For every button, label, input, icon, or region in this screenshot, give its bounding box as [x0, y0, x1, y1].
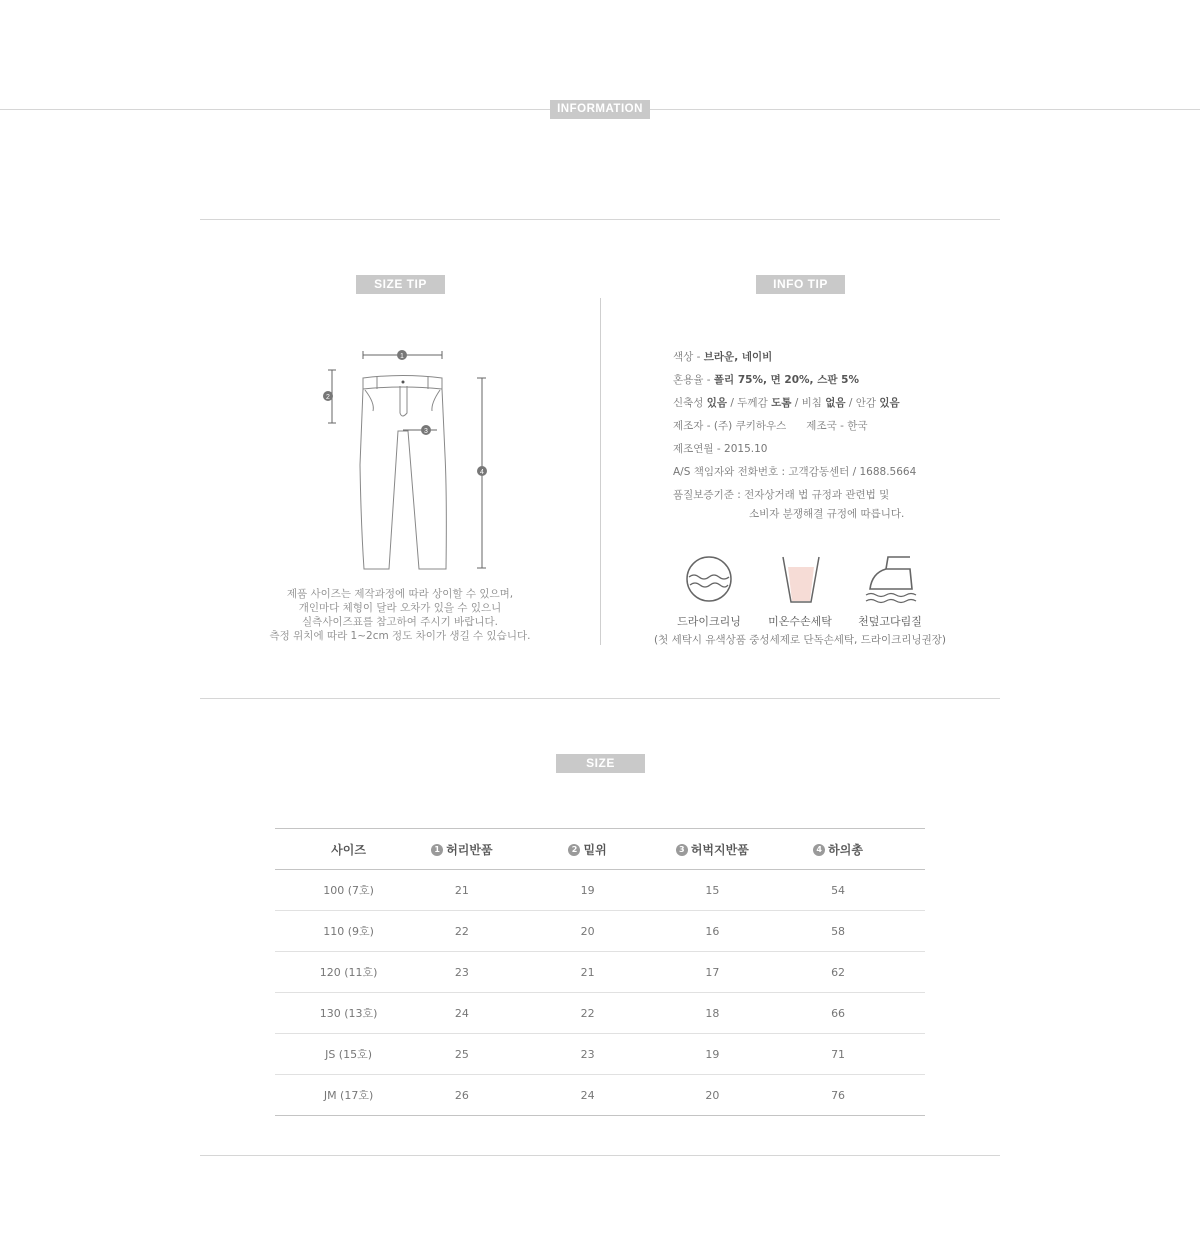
size-tip-tag: SIZE TIP — [356, 275, 445, 294]
info-date: 제조연월 - 2015.10 — [673, 443, 768, 455]
size-note-line: 제품 사이즈는 제작과정에 따라 상이할 수 있으며, — [286, 588, 514, 600]
table-row — [275, 911, 925, 952]
cell-waist: 26 — [422, 1075, 502, 1116]
cell-waist: 24 — [422, 993, 502, 1034]
care-label: 미온수손세탁 — [768, 615, 832, 628]
cell-length: 54 — [751, 870, 925, 911]
size-table-header — [275, 829, 925, 870]
info-color: 색상 - 브라운, 네이비 — [673, 351, 773, 363]
cell-waist: 22 — [422, 911, 502, 952]
cell-rise: 22 — [502, 993, 674, 1034]
cell-waist: 21 — [422, 870, 502, 911]
marker-3-badge: 3 — [676, 844, 688, 856]
cell-length: 76 — [751, 1075, 925, 1116]
cell-size: 110 (9호) — [275, 911, 422, 952]
cell-length: 58 — [751, 911, 925, 952]
marker-1-badge: 1 — [431, 844, 443, 856]
cell-size: JS (15호) — [275, 1034, 422, 1075]
cell-length: 66 — [751, 993, 925, 1034]
cell-waist: 25 — [422, 1034, 502, 1075]
cell-length: 71 — [751, 1034, 925, 1075]
header-size: 사이즈 — [275, 829, 422, 870]
size-note-line: 실측사이즈표를 참고하여 주시기 바랍니다. — [302, 616, 498, 628]
size-notes — [230, 587, 570, 643]
section-divider-1 — [200, 219, 1000, 220]
dry-clean-icon — [684, 555, 734, 605]
care-hand-wash — [755, 555, 845, 629]
care-label: 드라이크리닝 — [677, 615, 741, 628]
cell-thigh: 17 — [674, 952, 752, 993]
size-table — [275, 828, 925, 1116]
cell-rise: 21 — [502, 952, 674, 993]
section-divider-2 — [200, 698, 1000, 699]
info-tip-tag: INFO TIP — [756, 275, 845, 294]
table-row — [275, 870, 925, 911]
info-maker: 제조자 - (주) 쿠키하우스 제조국 - 한국 — [673, 420, 868, 432]
header-rise: 2 밑위 — [502, 829, 674, 870]
cell-thigh: 19 — [674, 1034, 752, 1075]
size-note-line: 측정 위치에 따라 1~2cm 정도 차이가 생길 수 있습니다. — [269, 630, 531, 642]
cell-thigh: 15 — [674, 870, 752, 911]
cell-length: 62 — [751, 952, 925, 993]
header-length: 4 하의총 — [751, 829, 925, 870]
size-note-line: 개인마다 체형이 달라 오차가 있을 수 있으니 — [298, 602, 502, 614]
hand-wash-icon — [775, 555, 825, 605]
pants-diagram — [315, 345, 495, 575]
iron-icon — [862, 555, 918, 605]
cell-thigh: 18 — [674, 993, 752, 1034]
table-row — [275, 1075, 925, 1116]
care-dry-clean — [664, 555, 754, 629]
marker-4-badge: 4 — [813, 844, 825, 856]
marker-1-label: 1 — [400, 353, 404, 360]
info-blend: 혼용율 - 폴리 75%, 면 20%, 스판 5% — [673, 374, 859, 386]
cell-waist: 23 — [422, 952, 502, 993]
marker-3-label: 3 — [424, 428, 428, 435]
cell-rise: 23 — [502, 1034, 674, 1075]
care-iron — [845, 555, 935, 629]
cell-thigh: 20 — [674, 1075, 752, 1116]
cell-rise: 20 — [502, 911, 674, 952]
marker-4-label: 4 — [480, 469, 484, 476]
size-tag: SIZE — [556, 754, 645, 773]
cell-size: JM (17호) — [275, 1075, 422, 1116]
information-tag: INFORMATION — [550, 100, 650, 119]
info-list — [673, 348, 916, 528]
bottom-divider — [200, 1155, 1000, 1156]
cell-size: 130 (13호) — [275, 993, 422, 1034]
care-note: (첫 세탁시 유색상품 중성세제로 단독손세탁, 드라이크리닝권장) — [654, 634, 946, 646]
cell-thigh: 16 — [674, 911, 752, 952]
info-warranty-cont: 소비자 분쟁해결 규정에 따릅니다. — [749, 508, 905, 520]
table-row — [275, 1034, 925, 1075]
cell-size: 100 (7호) — [275, 870, 422, 911]
care-label: 천덮고다림질 — [858, 615, 922, 628]
header-waist: 1 허리반품 — [422, 829, 502, 870]
info-fabric: 신축성 있음 / 두께감 도톰 / 비침 없음 / 안감 있음 — [673, 397, 900, 409]
info-as-contact: A/S 책임자와 전화번호 : 고객감동센터 / 1688.5664 — [673, 466, 917, 478]
header-thigh: 3 허벅지반품 — [674, 829, 752, 870]
cell-rise: 24 — [502, 1075, 674, 1116]
marker-2-label: 2 — [326, 394, 330, 401]
table-row — [275, 993, 925, 1034]
table-row — [275, 952, 925, 993]
info-warranty: 품질보증기준 : 전자상거래 법 규정과 관련법 및 — [673, 489, 890, 501]
marker-2-badge: 2 — [568, 844, 580, 856]
vertical-divider — [600, 298, 601, 645]
cell-size: 120 (11호) — [275, 952, 422, 993]
cell-rise: 19 — [502, 870, 674, 911]
